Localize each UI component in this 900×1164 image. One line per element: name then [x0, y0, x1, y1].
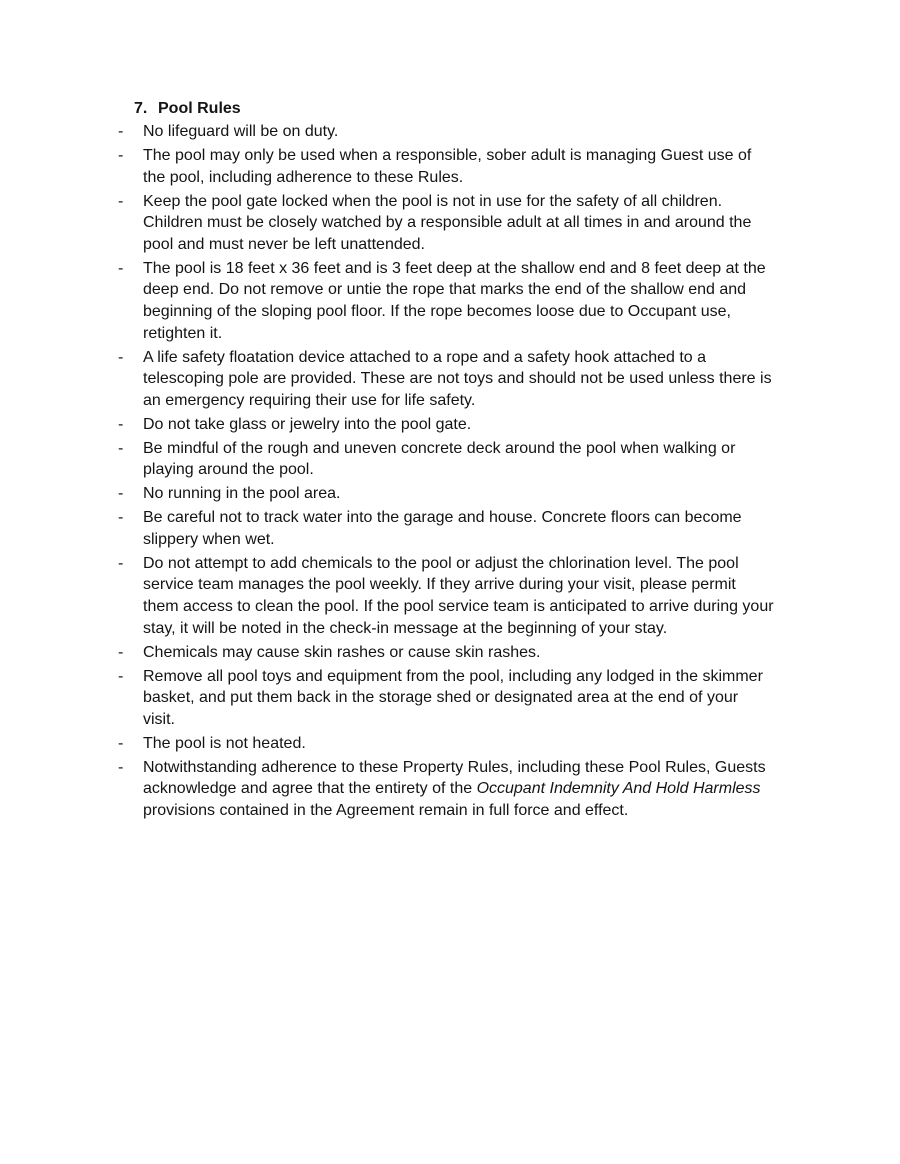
rule-text: No running in the pool area. — [143, 485, 341, 503]
italic-phrase: Occupant Indemnity And Hold Harmless — [476, 780, 761, 798]
bullet-dash: - — [118, 439, 124, 457]
rule-text: Be careful not to track water into the garage and house. Concrete floors can become slippery when wet. — [143, 509, 742, 548]
rule-text: Keep the pool gate locked when the pool is not in use for the safety of all children. Children must be closely watched by a responsible adult at all times in and around the pool and must never be left unattended. — [143, 192, 752, 253]
rule-text: No lifeguard will be on duty. — [143, 123, 339, 140]
list-item — [118, 733, 774, 755]
list-item — [118, 258, 774, 344]
bullet-dash: - — [118, 146, 124, 164]
list-item — [118, 507, 774, 550]
rule-text — [143, 757, 774, 822]
list-item — [118, 438, 774, 481]
list-item — [118, 757, 774, 822]
section-number: 7. — [134, 100, 148, 117]
list-item — [118, 191, 774, 256]
rule-list — [118, 121, 774, 821]
rule-text-part: provisions contained in the Agreement remain in full force and effect. — [143, 801, 629, 819]
bullet-dash: - — [118, 734, 124, 752]
pool-rules-section — [118, 98, 774, 824]
bullet-dash: - — [118, 554, 124, 572]
list-item — [118, 483, 774, 505]
rule-text: Do not attempt to add chemicals to the pool or adjust the chlorination level. The pool service team manages the pool weekly. If they arrive during your visit, please permit them access to clean the pool. If the pool service team is anticipated to arrive during your stay, it will be noted in the check-in message at the beginning of your stay. — [143, 554, 774, 637]
list-item — [118, 414, 774, 436]
list-item — [118, 642, 774, 664]
list-item — [118, 347, 774, 412]
section-title: Pool Rules — [158, 100, 241, 117]
list-item — [118, 553, 774, 639]
rule-text: Chemicals may cause skin rashes or cause skin rashes. — [143, 643, 541, 661]
rule-text: The pool may only be used when a responsible, sober adult is managing Guest use of the pool, including adherence to these Rules. — [143, 146, 752, 186]
rule-text-part: Notwithstanding adherence to these Property Rules, including these Pool Rules, Guests acknowledge and agree that the entirety of the — [143, 758, 766, 798]
rule-text: Be mindful of the rough and uneven concrete deck around the pool when walking or playing around the pool. — [143, 439, 736, 479]
bullet-dash: - — [118, 667, 124, 685]
bullet-dash: - — [118, 123, 124, 140]
bullet-dash: - — [118, 259, 124, 277]
bullet-dash: - — [118, 509, 124, 527]
list-item — [118, 666, 774, 731]
bullet-dash: - — [118, 758, 124, 776]
rule-text: The pool is not heated. — [143, 734, 306, 752]
bullet-dash: - — [118, 348, 124, 366]
rule-text: Remove all pool toys and equipment from the pool, including any lodged in the skimmer basket, and put them back in the storage shed or designated area at the end of your visit. — [143, 667, 763, 728]
bullet-dash: - — [118, 415, 124, 433]
rule-text: The pool is 18 feet x 36 feet and is 3 feet deep at the shallow end and 8 feet deep at the deep end. Do not remove or untie the rope that marks the end of the shallow end and beginning of the sloping pool floor. If the rope becomes loose due to Occupant use, retighten it. — [143, 259, 766, 342]
section-heading — [134, 98, 774, 119]
bullet-dash: - — [118, 643, 124, 661]
list-item — [118, 145, 774, 188]
bullet-dash: - — [118, 485, 124, 503]
list-item — [118, 121, 774, 143]
bullet-dash: - — [118, 192, 124, 210]
rule-text: Do not take glass or jewelry into the pool gate. — [143, 415, 472, 433]
rule-text: A life safety floatation device attached to a rope and a safety hook attached to a telescoping pole are provided. These are not toys and should not be used unless there is an emergency requiring their use for life safety. — [143, 348, 772, 409]
